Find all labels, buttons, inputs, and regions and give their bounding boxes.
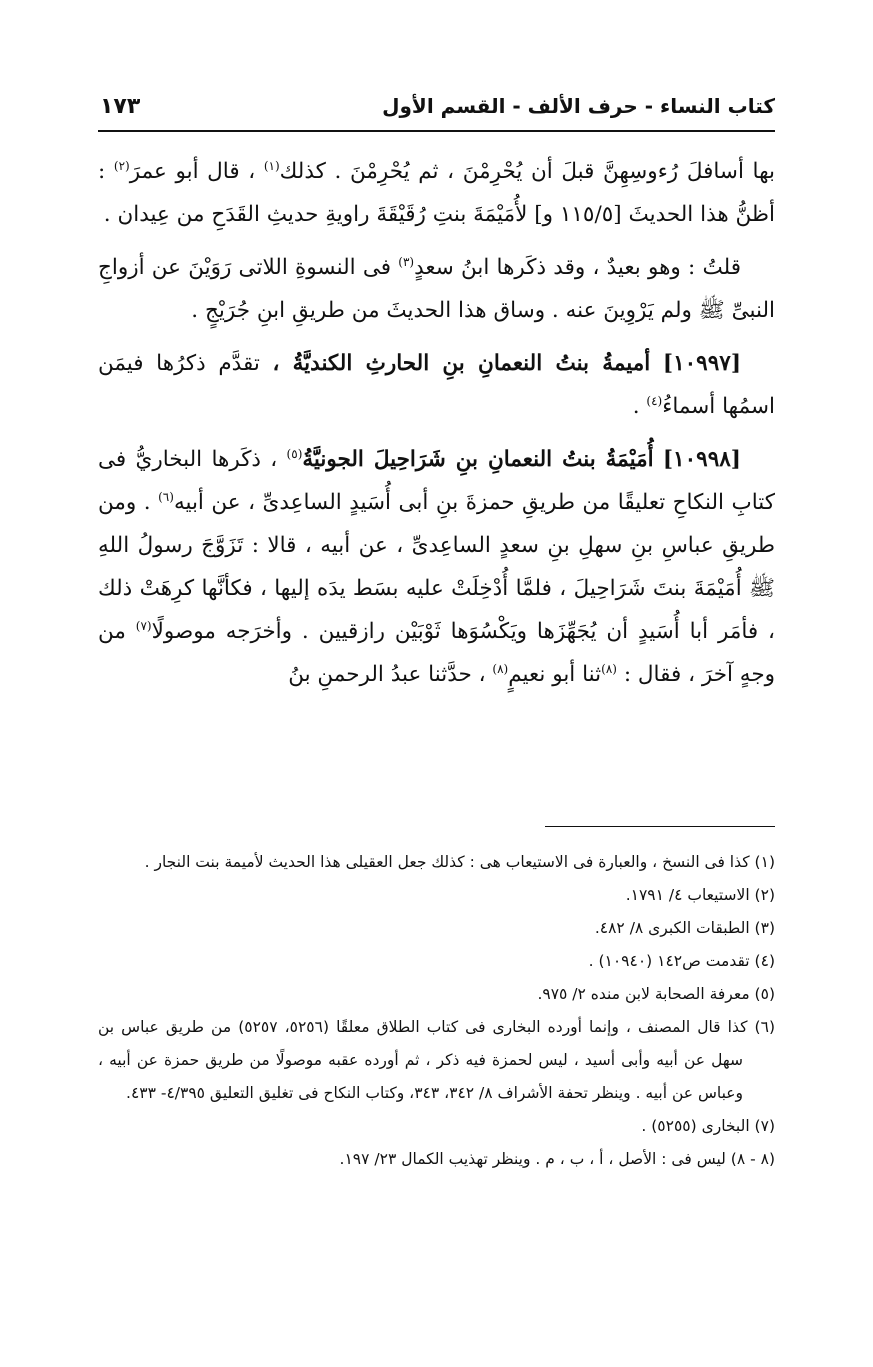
footnote: (٧) البخارى (٥٢٥٥) . (641, 1117, 775, 1135)
footnote: (٦) كذا قال المصنف ، وإنما أورده البخارى فى كتاب الطلاق معلقًا (٥٢٥٦، ٥٢٥٧) من طريق عباس بن سهل عن أبيه وأبى أسيد ، ليس لحمزة فيه ذكر ، ثم أورده عقبه موصولًا من طريق حمزة عن أبيه ، وعباس عن أبيه . وينظر تحفة الأشراف ٨/ ٣٤٢، ٣٤٣، وكتاب النكاح فى تغليق التعليق ٤/٣٩٥- ٤٣٣. (98, 1018, 775, 1102)
entry-10997: [١٠٩٩٧] أميمةُ بنتُ النعمانِ بنِ الحارثِ الكنديَّةُ ، تقدَّم ذكرُها فيمَن اسمُها أسماءُ$^{(٤)}$ . (98, 351, 775, 419)
footnote: (١) كذا فى النسخ ، والعبارة فى الاستيعاب هى : كذلك جعل العقيلى هذا الحديث لأميمة بنت النجار . (144, 853, 775, 871)
paragraph-comment: قلتُ : وهو بعيدٌ ، وقد ذكَرها ابنُ سعدٍ$^{(٣)}$ فى النسوةِ اللاتى رَوَيْنَ عن أزواجِ النبىِّ ﷺ ولم يَرْوِينَ عنه . وساق هذا الحديثَ من طريقِ ابنِ جُرَيْجٍ . (98, 254, 775, 323)
entry-name: أُمَيْمَةُ بنتُ النعمانِ بنِ شَرَاحِيلَ الجونيَّةُ (302, 447, 654, 472)
footnote: (٤) تقدمت ص١٤٢ (١٠٩٤٠) . (588, 952, 775, 970)
footnote-divider (545, 826, 775, 827)
footnote-ref: (٣) (398, 254, 415, 269)
paragraph-continuation: بها أسافلَ رُءوسِهِنَّ قبلَ أن يُحْرِمْنَ ، ثم يُحْرِمْنَ . كذلك$^{(١)}$ ، قال أبو عمرَ$^{(٢)}$ : أظنُّ هذا الحديثَ [١١٥/٥ و] لأُمَيْمَةَ بنتِ رُقَيْقَةَ راويةِ حديثِ القَدَحِ من عِيدان . (98, 158, 775, 227)
footnote: (٨ - ٨) ليس فى : الأصل ، أ ، ب ، م . وينظر تهذيب الكمال ٢٣/ ١٩٧. (339, 1150, 775, 1168)
footnote-ref: (٤) (646, 393, 663, 408)
footnote-ref: (٥) (286, 446, 303, 461)
footnote-ref: (٦) (158, 489, 174, 504)
footnote: (٢) الاستيعاب ٤/ ١٧٩١. (625, 886, 775, 904)
main-text (98, 150, 775, 706)
footnotes (98, 846, 775, 1176)
footnote-ref: (٢) (113, 158, 130, 173)
header-divider (98, 130, 775, 132)
footnote-ref: (١) (263, 158, 280, 173)
footnote-ref: (٨) (492, 661, 509, 676)
page-number: ١٧٣ (100, 93, 141, 119)
entry-number: [١٠٩٩٨] (662, 447, 741, 472)
page-header (100, 86, 775, 126)
footnote-ref: (٨) (601, 661, 617, 676)
footnote: (٣) الطبقات الكبرى ٨/ ٤٨٢. (594, 919, 775, 937)
footnote: (٥) معرفة الصحابة لابن منده ٢/ ٩٧٥. (537, 985, 775, 1003)
footnote-ref: (٧) (135, 618, 152, 633)
running-title: كتاب النساء - حرف الألف - القسم الأول (382, 94, 775, 118)
entry-10998: [١٠٩٩٨] أُمَيْمَةُ بنتُ النعمانِ بنِ شَرَاحِيلَ الجونيَّةُ$^{(٥)}$ ، ذكَرها البخاريُّ فى كتابِ النكاحِ تعليقًا من طريقِ حمزةَ بنِ أبى أُسَيدٍ الساعِدىِّ ، عن أبيه$^{(٦)}$ . ومن طريقِ عباسِ بنِ سهلِ بنِ سعدٍ الساعِدىِّ ، عن أبيه ، قالا : تَزَوَّجَ رسولُ اللهِ ﷺ أُمَيْمَةَ بنتَ شَرَاحِيلَ ، فلمَّا أُدْخِلَتْ عليه بسَط يدَه إليها ، فكأنَّها كرِهَتْ ذلك ، فأمَر أبا أُسَيدٍ أن يُجَهِّزَها ويَكْسُوَها ثَوْبَيْن رازقيين . وأخرَجه موصولًا$^{(٧)}$ من وجهٍ آخرَ ، فقال : $^{(٨)}$ثنا أبو نعيمٍ$^{(٨)}$ ، حدَّثنا عبدُ الرحمنِ بنُ (98, 446, 776, 687)
entry-number: [١٠٩٩٧] (662, 351, 741, 376)
entry-name: أميمةُ بنتُ النعمانِ بنِ الحارثِ الكنديَّةُ ، (272, 351, 651, 376)
